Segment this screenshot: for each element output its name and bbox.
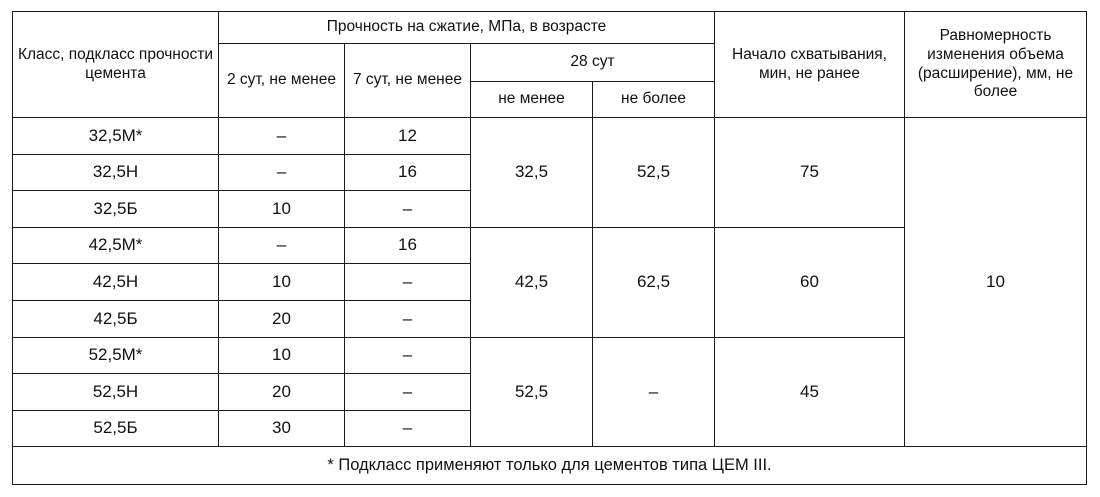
cell-day28-min: 32,5 <box>471 118 593 228</box>
footnote: * Подкласс применяют только для цементов типа ЦЕМ III. <box>13 447 1087 485</box>
cell-day7: – <box>345 337 471 374</box>
cell-class: 32,5Б <box>13 191 219 228</box>
cell-day2: 30 <box>219 410 345 447</box>
cell-day7: – <box>345 264 471 301</box>
cell-day2: 20 <box>219 374 345 411</box>
header-day7: 7 сут, не менее <box>345 44 471 118</box>
header-setting-time: Начало схватывания, мин, не ранее <box>715 12 905 118</box>
cell-day28-min: 52,5 <box>471 337 593 447</box>
cell-class: 32,5Н <box>13 154 219 191</box>
cement-strength-table-container <box>12 11 1086 485</box>
cell-setting-time: 60 <box>715 227 905 337</box>
cell-day28-max: 52,5 <box>593 118 715 228</box>
cell-day2: 10 <box>219 264 345 301</box>
header-soundness: Равномерность изменения объема (расширение), мм, не более <box>905 12 1087 118</box>
cell-day2: 20 <box>219 300 345 337</box>
cell-day28-max: 62,5 <box>593 227 715 337</box>
footnote-row <box>13 447 1087 485</box>
header-day28-min: не менее <box>471 82 593 118</box>
cell-class: 42,5Н <box>13 264 219 301</box>
cell-class: 52,5М* <box>13 337 219 374</box>
cement-strength-table <box>12 11 1087 485</box>
cell-class: 42,5Б <box>13 300 219 337</box>
cell-class: 42,5М* <box>13 227 219 264</box>
cell-setting-time: 45 <box>715 337 905 447</box>
cell-day7: – <box>345 300 471 337</box>
header-day28: 28 сут <box>471 44 715 82</box>
cell-class: 32,5М* <box>13 118 219 155</box>
cell-day2: – <box>219 154 345 191</box>
cell-day7: – <box>345 191 471 228</box>
cell-day7: – <box>345 374 471 411</box>
cell-day2: 10 <box>219 191 345 228</box>
cell-soundness: 10 <box>905 118 1087 447</box>
cell-day7: 16 <box>345 227 471 264</box>
cell-day28-min: 42,5 <box>471 227 593 337</box>
cell-day7: 12 <box>345 118 471 155</box>
cell-class: 52,5Б <box>13 410 219 447</box>
cell-day7: 16 <box>345 154 471 191</box>
header-day2: 2 сут, не менее <box>219 44 345 118</box>
cell-day2: – <box>219 227 345 264</box>
header-day28-max: не более <box>593 82 715 118</box>
cell-day2: – <box>219 118 345 155</box>
cell-class: 52,5Н <box>13 374 219 411</box>
header-class: Класс, подкласс прочности цемента <box>13 12 219 118</box>
table-row <box>13 118 1087 155</box>
cell-day7: – <box>345 410 471 447</box>
header-strength-group: Прочность на сжатие, МПа, в возрасте <box>219 12 715 44</box>
cell-day2: 10 <box>219 337 345 374</box>
cell-setting-time: 75 <box>715 118 905 228</box>
cell-day28-max: – <box>593 337 715 447</box>
